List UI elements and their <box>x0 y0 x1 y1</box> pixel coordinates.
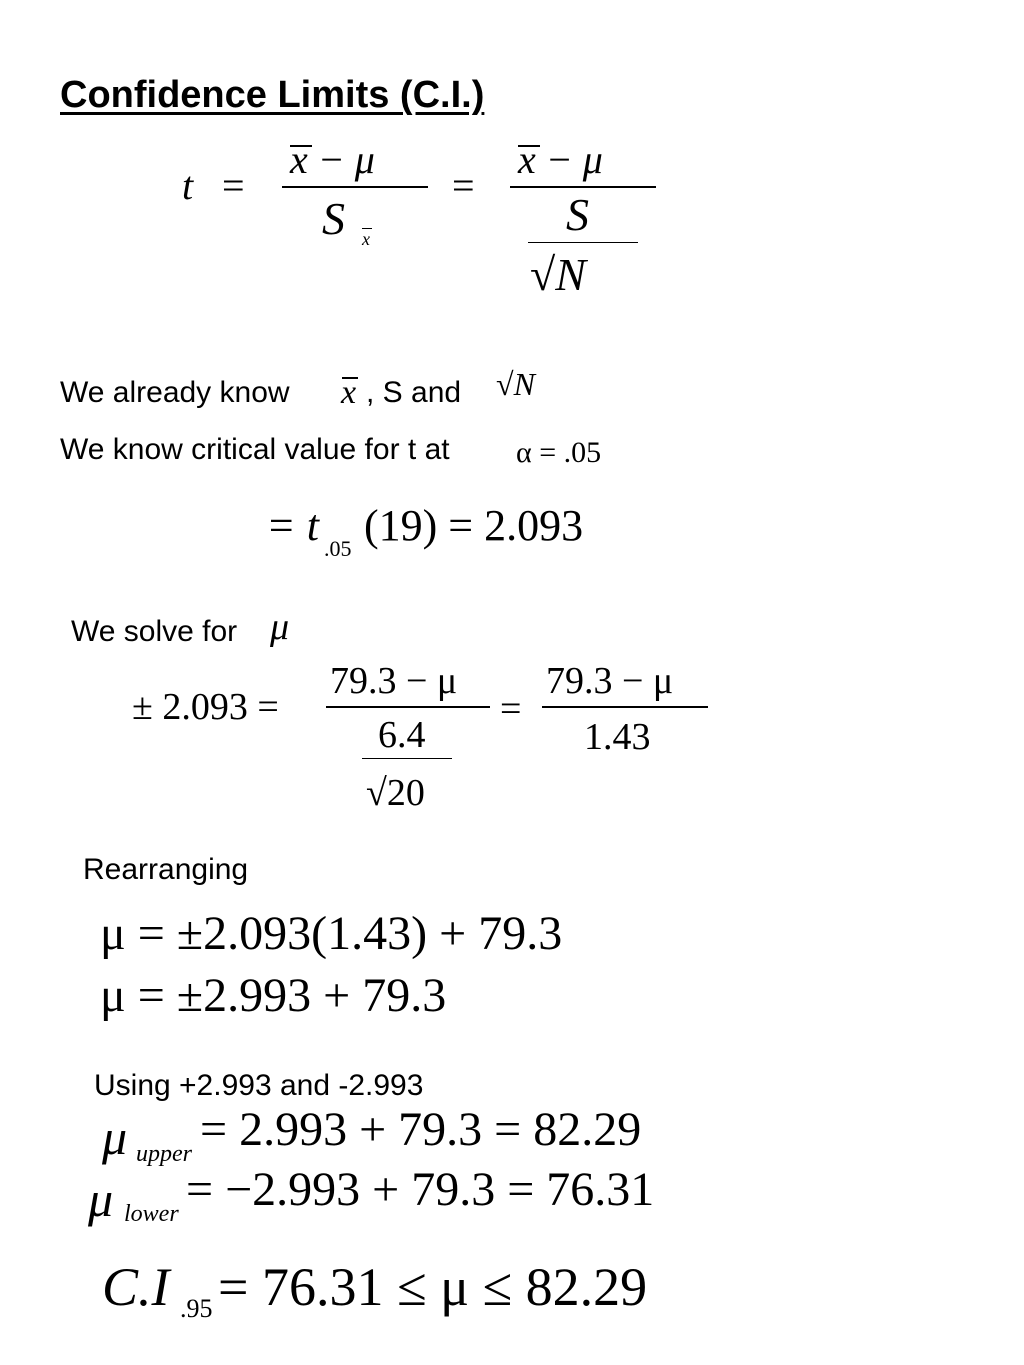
formula2-den1-sqrt: √20 <box>366 772 425 814</box>
formula2-den1-sqrt-top <box>362 758 452 759</box>
formula1-den2-sqrt-top <box>528 242 638 243</box>
formula2-den1: 6.4 <box>378 714 426 756</box>
critical-prefix: = t <box>266 501 319 550</box>
upper-sub: upper <box>136 1141 192 1167</box>
formula1-t: t <box>182 163 194 208</box>
formula2-num2: 79.3 − μ <box>546 660 674 702</box>
formula1-den1-sub-bar <box>362 228 372 229</box>
formula2-fraction-bar-2 <box>542 706 708 708</box>
formula1-den2-s: S <box>566 189 589 240</box>
critical-text: We know critical value for t at <box>60 433 450 466</box>
formula1-den1: S <box>322 193 345 244</box>
formula1-fraction-bar-1 <box>282 186 428 188</box>
critical-sub: .05 <box>324 536 352 561</box>
formula1-eq: = <box>222 163 245 208</box>
formula2-eq: = <box>500 688 522 730</box>
already-know-text: We already know <box>60 376 290 409</box>
already-know-text2: , S and <box>366 376 462 409</box>
page-title: Confidence Limits (C.I.) <box>60 74 485 116</box>
ci-sub: .95 <box>180 1294 213 1323</box>
rearranged-eq-2: μ = ±2.993 + 79.3 <box>100 969 447 1022</box>
formula1-num1: x − μ <box>290 137 375 182</box>
formula2-num1: 79.3 − μ <box>330 660 458 702</box>
solve-for-mu: μ <box>270 606 290 648</box>
formula2-den2: 1.43 <box>584 716 651 758</box>
ci-prefix: C.I <box>102 1257 170 1317</box>
formula1-num2: x − μ <box>518 137 603 182</box>
ci-rest: = 76.31 ≤ μ ≤ 82.29 <box>218 1257 648 1317</box>
formula2-fraction-bar-1 <box>326 706 490 708</box>
formula1-den2-sqrt: √N <box>530 249 586 300</box>
formula1-den1-sub: x <box>362 229 370 249</box>
critical-rest: (19) = 2.093 <box>364 501 584 550</box>
already-know-sqrtN: √N <box>496 366 535 402</box>
alpha-value: α = .05 <box>516 436 602 469</box>
lower-sub: lower <box>124 1201 179 1227</box>
lower-rest: = −2.993 + 79.3 = 76.31 <box>186 1163 655 1216</box>
using-label: Using +2.993 and -2.993 <box>94 1069 424 1102</box>
rearranging-label: Rearranging <box>83 853 249 886</box>
formula1-fraction-bar-2 <box>510 186 656 188</box>
already-know-xbar: x <box>341 374 357 411</box>
formula1-eq2: = <box>452 163 475 208</box>
lower-mu: μ <box>88 1171 114 1227</box>
upper-mu: μ <box>102 1109 128 1165</box>
upper-rest: = 2.993 + 79.3 = 82.29 <box>200 1103 642 1156</box>
formula2-lhs: ± 2.093 = <box>132 686 279 728</box>
rearranged-eq-1: μ = ±2.093(1.43) + 79.3 <box>100 907 563 960</box>
solve-for-text: We solve for <box>71 615 238 648</box>
